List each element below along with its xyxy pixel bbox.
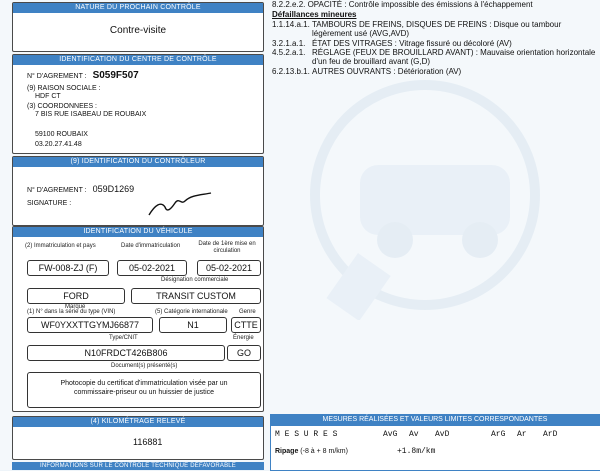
defect-item-text: légèrement usé (AVG,AVD) — [312, 29, 410, 38]
defect-line0: 8.2.2.e.2. OPACITÉ : Contrôle impossible des émissions à l'échappement — [272, 0, 533, 9]
col-av: Av — [409, 430, 419, 439]
controleur-agrement-label: N° D'AGREMENT : — [27, 187, 87, 194]
documents-line1: Photocopie du certificat d'immatriculation visée par un — [60, 380, 228, 387]
type-field: N10FRDCT426B806 — [27, 345, 225, 361]
date-first-field: 05-02-2021 — [197, 260, 261, 276]
categorie-field: N1 — [159, 317, 227, 333]
designation-label: Désignation commerciale — [161, 277, 229, 283]
documents-field — [27, 372, 261, 408]
documents-label: Document(s) présenté(s) — [111, 363, 178, 369]
next-control-box — [12, 2, 264, 52]
genre-label: Genre — [239, 309, 256, 315]
signature-scribble — [145, 191, 215, 219]
date-first-label: Date de 1ère mise en circulation — [198, 241, 256, 254]
vin-label: (1) N° dans la série du type (VIN) — [27, 309, 116, 315]
designation-field: TRANSIT CUSTOM — [131, 288, 261, 304]
address-line2: 59100 ROUBAIX — [35, 131, 88, 138]
defect-item-text: ÉTAT DES VITRAGES : Vitrage fissuré ou décoloré (AV) — [312, 39, 512, 48]
col-ard: ArD — [543, 430, 558, 439]
col-ar: Ar — [517, 430, 527, 439]
categorie-label: (5) Catégorie internationale — [155, 309, 228, 315]
defect-item-code: 4.5.2.a.1. — [272, 48, 306, 57]
immat-label: (2) Immatriculation et pays — [25, 243, 96, 249]
energie-field: GO — [227, 345, 261, 361]
signature-label: SIGNATURE : — [27, 200, 72, 207]
defect-item-text: d'un feu de brouillard avant (G,D) — [312, 57, 431, 66]
measures-box — [270, 426, 600, 471]
immat-field: FW-008-ZJ (F) — [27, 260, 109, 276]
controleur-agrement-value: 059D1269 — [92, 184, 135, 194]
kilometrage-value: 116881 — [133, 437, 163, 447]
date-immat-label: Date d'immatriculation — [121, 243, 181, 249]
vin-field: WF0YXXTTGYMJ66877 — [27, 317, 153, 333]
defect-item-text: RÉGLAGE (FEUX DE BROUILLARD AVANT) : Mauvaise orientation horizontale — [312, 48, 596, 57]
minor-defects-header: Défaillances mineures — [272, 10, 357, 19]
ripage-label: Ripage — [275, 448, 299, 455]
type-label: Type/CNIT — [109, 335, 138, 341]
controleur-header: (9) IDENTIFICATION DU CONTRÔLEUR — [13, 157, 263, 167]
vehicule-box — [12, 226, 264, 412]
col-arg: ArG — [491, 430, 506, 439]
defect-item-code: 1.1.14.a.1. — [272, 20, 310, 29]
coord-label: (3) COORDONNEES : — [27, 103, 98, 110]
unfavorable-info-header: INFORMATIONS SUR LE CONTRÔLE TECHNIQUE DÉFAVORABLE — [12, 462, 264, 470]
kilometrage-header: (4) KILOMÉTRAGE RELEVÉ — [13, 417, 263, 427]
vehicule-header: IDENTIFICATION DU VÉHICULE — [13, 227, 263, 237]
address-line1: 7 BIS RUE ISABEAU DE ROUBAIX — [35, 111, 147, 118]
ripage-range: (-8 à + 8 m/km) — [300, 448, 348, 455]
centre-agrement-value: S059F507 — [92, 70, 139, 81]
measures-title: M E S U R E S — [275, 430, 338, 439]
defect-item-text: TAMBOURS DE FREINS, DISQUES DE FREINS : Disque ou tambour — [312, 20, 562, 29]
defect-item-text: AUTRES OUVRANTS : Détérioration (AV) — [312, 67, 462, 76]
defect-item-code: 3.2.1.a.1. — [272, 39, 306, 48]
controleur-box — [12, 156, 264, 226]
kilometrage-box — [12, 416, 264, 460]
centre-box — [12, 54, 264, 154]
genre-field: CTTE — [231, 317, 261, 333]
ripage-value: +1.8m/km — [397, 447, 436, 456]
marque-label: Marque — [65, 304, 86, 310]
defect-item-code: 6.2.13.b.1. — [272, 67, 310, 76]
right-column — [270, 0, 600, 470]
measures-header: MESURES RÉALISÉES ET VALEURS LIMITES CORRESPONDANTES — [270, 414, 600, 426]
next-control-value: Contre-visite — [109, 25, 167, 36]
centre-agrement-label: N° D'AGREMENT : — [27, 73, 87, 80]
date-immat-field: 05-02-2021 — [117, 260, 187, 276]
phone: 03.20.27.41.48 — [35, 141, 82, 148]
documents-line2: commissaire-priseur ou un huissier de justice — [73, 389, 215, 396]
marque-field: FORD — [27, 288, 125, 304]
energie-label: Énergie — [233, 335, 254, 341]
raison-value: HDF CT — [35, 93, 61, 100]
col-avd: AvD — [435, 430, 450, 439]
left-column — [8, 0, 264, 470]
next-control-header: NATURE DU PROCHAIN CONTRÔLE — [13, 3, 263, 13]
centre-header: IDENTIFICATION DU CENTRE DE CONTRÔLE — [13, 55, 263, 65]
raison-label: (9) RAISON SOCIALE : — [27, 85, 101, 92]
col-avg: AvG — [383, 430, 398, 439]
